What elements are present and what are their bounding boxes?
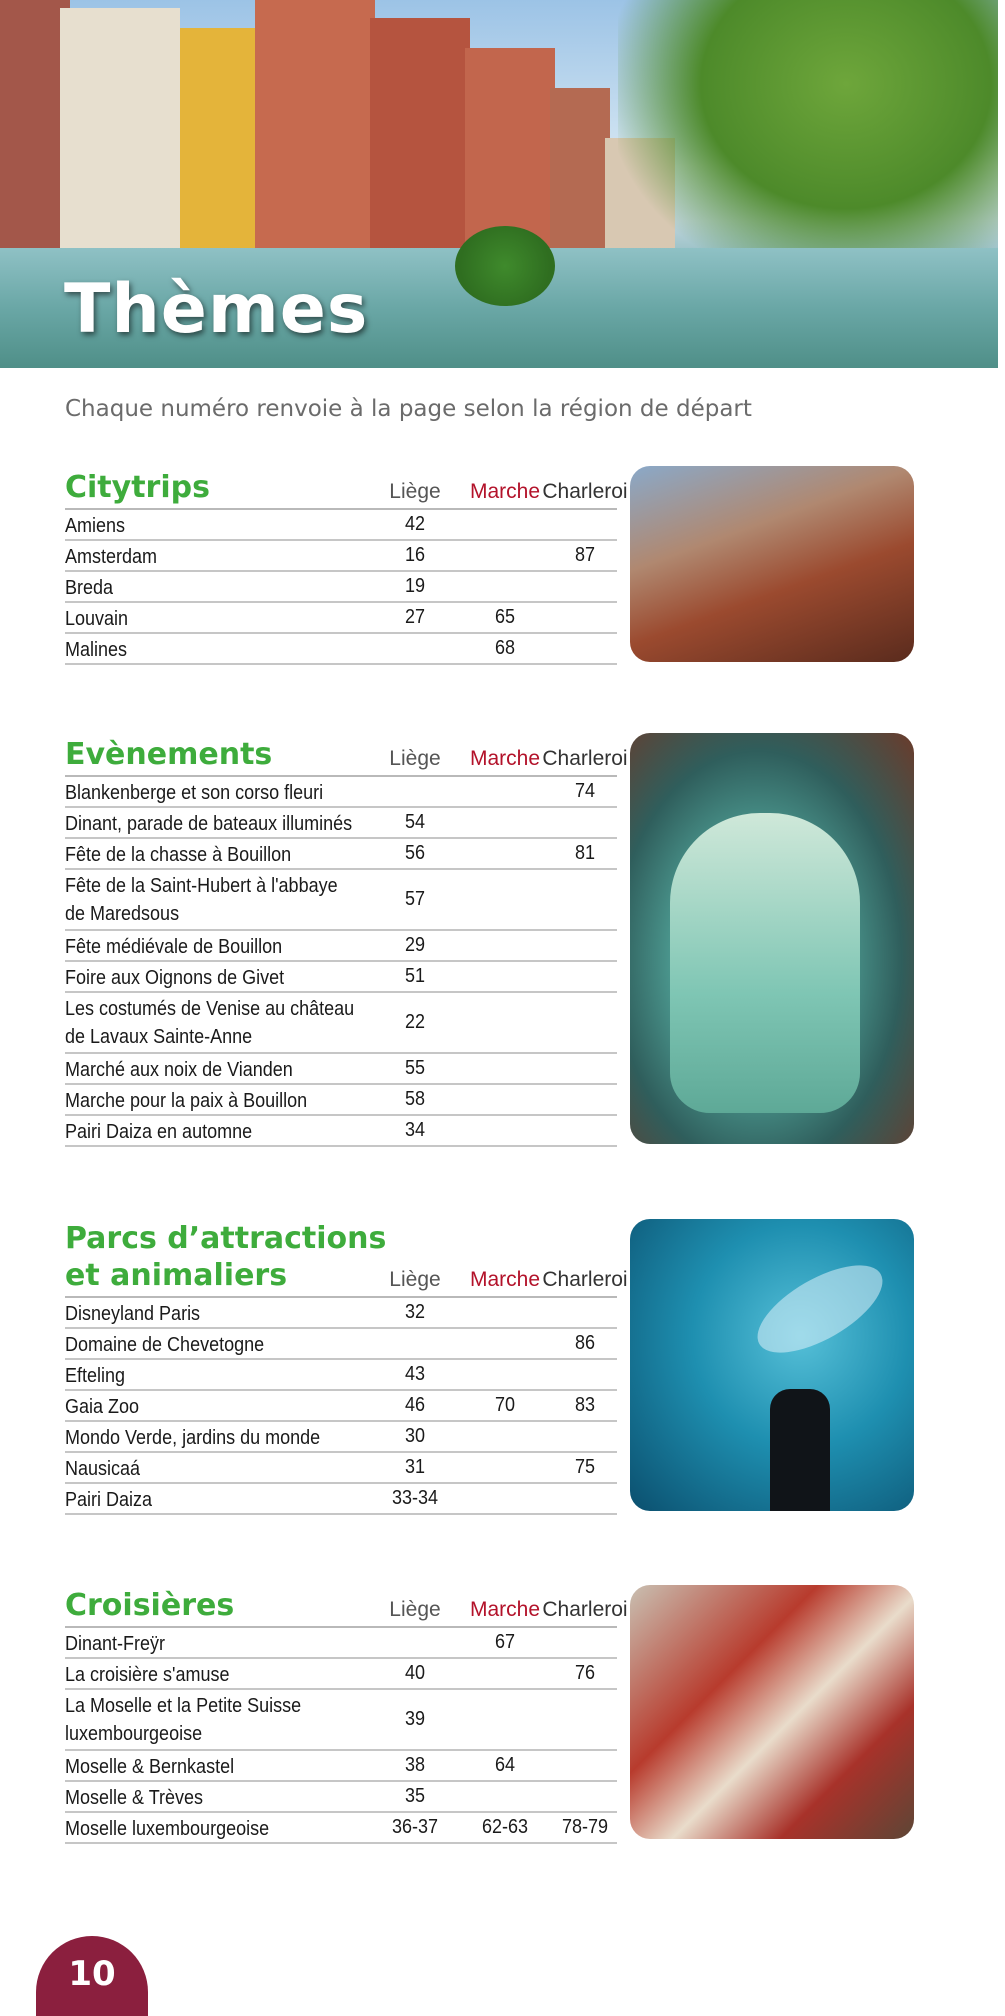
page-charleroi: [540, 603, 630, 632]
page-marche: [460, 1360, 550, 1389]
page-charleroi: 87: [574, 544, 596, 566]
page-charleroi: [540, 1484, 630, 1513]
table-row: [65, 603, 617, 634]
row-label: Malines: [65, 639, 128, 661]
row-label: Domaine de Chevetogne: [65, 1334, 265, 1356]
table-row: [65, 1813, 617, 1844]
page-charleroi: [540, 1782, 630, 1811]
page-marche: [460, 572, 550, 601]
table-row: [65, 1782, 617, 1813]
row-label: Amsterdam: [65, 546, 158, 568]
page-liege: 40: [404, 1662, 426, 1684]
page-charleroi: 86: [574, 1332, 596, 1354]
page-liege: [375, 1628, 456, 1657]
page-charleroi: [540, 1690, 630, 1749]
row-label: Mondo Verde, jardins du monde: [65, 1427, 321, 1449]
table-row: [65, 1116, 617, 1147]
page-liege: 56: [404, 842, 426, 864]
column-header-charleroi: Charleroi: [542, 1268, 628, 1291]
table-row: [65, 1360, 617, 1391]
page-liege: 19: [404, 575, 426, 597]
column-header-liege: Liège: [389, 480, 441, 503]
page-marche: 62-63: [481, 1816, 529, 1838]
row-label: Blankenberge et son corso fleuri: [65, 782, 324, 804]
row-label: Marche pour la paix à Bouillon: [65, 1090, 308, 1112]
page-liege: [375, 1329, 456, 1358]
page-liege: 33-34: [391, 1487, 439, 1509]
table-row: [65, 1751, 617, 1782]
header-photo: [0, 0, 998, 368]
column-header-marche: Marche: [469, 1268, 541, 1291]
page-liege: 58: [404, 1088, 426, 1110]
row-label: Pairi Daiza en automne: [65, 1121, 253, 1143]
tree-foliage: [618, 0, 998, 280]
row-label: Fête médiévale de Bouillon: [65, 936, 283, 958]
table-row: [65, 572, 617, 603]
page-charleroi: [540, 870, 630, 929]
page-liege: 22: [404, 1011, 426, 1033]
row-label: Louvain: [65, 608, 129, 630]
page-charleroi: [540, 808, 630, 837]
row-label: Moselle luxembourgeoise: [65, 1818, 270, 1840]
table-row: [65, 808, 617, 839]
page-marche: [460, 1453, 550, 1482]
manta-ray: [744, 1248, 895, 1370]
page-marche: [460, 1422, 550, 1451]
page-charleroi: [540, 1085, 630, 1114]
page-marche: [460, 1085, 550, 1114]
page-marche: [460, 993, 550, 1052]
costume-figure: [670, 813, 860, 1113]
page-marche: [460, 1329, 550, 1358]
page-liege: 32: [404, 1301, 426, 1323]
row-label: Amiens: [65, 515, 126, 537]
page-marche: [460, 1782, 550, 1811]
table-row: [65, 1690, 617, 1751]
page-marche: [460, 541, 550, 570]
page-liege: 42: [404, 513, 426, 535]
section-citytrips: [65, 466, 628, 665]
page-liege: 27: [404, 606, 426, 628]
page-number-tab: [36, 1936, 148, 2016]
page-liege: 39: [404, 1708, 426, 1730]
page-marche: [460, 839, 550, 868]
row-label: Breda: [65, 577, 114, 599]
page-marche: [460, 510, 550, 539]
parcs-photo: [630, 1219, 914, 1511]
section-title: [65, 1220, 386, 1294]
page-charleroi: [540, 931, 630, 960]
page-marche: [460, 931, 550, 960]
page-marche: [460, 1054, 550, 1083]
page-liege: 30: [404, 1425, 426, 1447]
table-row: [65, 634, 617, 665]
row-label: Efteling: [65, 1365, 126, 1387]
row-label: La croisière s'amuse: [65, 1664, 230, 1686]
page-charleroi: [540, 993, 630, 1052]
table-row: [65, 777, 617, 808]
page-number: 10: [68, 1954, 116, 1994]
table-row: [65, 962, 617, 993]
page-charleroi: [540, 962, 630, 991]
row-label: Pairi Daiza: [65, 1489, 153, 1511]
column-header-liege: Liège: [389, 747, 441, 770]
page-liege: [375, 777, 456, 806]
page-title: Thèmes: [64, 270, 369, 349]
page-liege: 38: [404, 1754, 426, 1776]
row-label: Disneyland Paris: [65, 1303, 201, 1325]
page-liege: 29: [404, 934, 426, 956]
page-subtitle: Chaque numéro renvoie à la page selon la région de départ: [65, 396, 752, 422]
section-evenements: [65, 733, 628, 1147]
page-liege: 43: [404, 1363, 426, 1385]
table-row: [65, 1329, 617, 1360]
section-title: Croisières: [65, 1588, 235, 1623]
page-charleroi: [540, 1116, 630, 1145]
page-liege: 46: [404, 1394, 426, 1416]
page-charleroi: [540, 1628, 630, 1657]
page-charleroi: [540, 1751, 630, 1780]
section-parcs: [65, 1218, 628, 1515]
column-header-marche: Marche: [469, 747, 541, 770]
page-liege: 35: [404, 1785, 426, 1807]
section-header: [65, 733, 628, 777]
page-liege: 51: [404, 965, 426, 987]
page-liege: 54: [404, 811, 426, 833]
table-row: [65, 1659, 617, 1690]
visitor-silhouette: [770, 1389, 830, 1511]
column-header-marche: Marche: [469, 1598, 541, 1621]
row-label: Moselle & Bernkastel: [65, 1756, 235, 1778]
page-marche: 70: [494, 1394, 516, 1416]
section-croisieres: [65, 1584, 628, 1844]
page-marche: [460, 808, 550, 837]
table-row: [65, 931, 617, 962]
row-label: Foire aux Oignons de Givet: [65, 967, 285, 989]
page-marche: 65: [494, 606, 516, 628]
column-header-liege: Liège: [389, 1268, 441, 1291]
bush: [455, 226, 555, 306]
row-label: Dinant-Freÿr: [65, 1633, 166, 1655]
page-marche: [460, 1116, 550, 1145]
table-row: [65, 510, 617, 541]
row-label: Marché aux noix de Vianden: [65, 1059, 293, 1081]
table-row: [65, 541, 617, 572]
table-row: [65, 1453, 617, 1484]
section-header: [65, 466, 628, 510]
section-title-line2: et animaliers: [65, 1258, 288, 1293]
table-row: [65, 1422, 617, 1453]
row-label: Fête de la Saint-Hubert à l'abbaye de Maredsous: [65, 875, 338, 925]
building-facade: [180, 28, 260, 278]
page-charleroi: [540, 1360, 630, 1389]
page-charleroi: 78-79: [561, 1816, 609, 1838]
page-marche: [460, 1484, 550, 1513]
citytrips-photo: [630, 466, 914, 662]
croisieres-photo: [630, 1585, 914, 1839]
table-row: [65, 839, 617, 870]
page-charleroi: [540, 1422, 630, 1451]
table-row: [65, 1085, 617, 1116]
page-marche: [460, 870, 550, 929]
page-charleroi: [540, 634, 630, 663]
page-liege: 16: [404, 544, 426, 566]
page-liege: 57: [404, 888, 426, 910]
evenements-photo: [630, 733, 914, 1144]
page-liege: 36-37: [391, 1816, 439, 1838]
page-charleroi: 81: [574, 842, 596, 864]
page-marche: 64: [494, 1754, 516, 1776]
page-charleroi: 76: [574, 1662, 596, 1684]
page-marche: [460, 1690, 550, 1749]
page-marche: 67: [494, 1631, 516, 1653]
column-header-charleroi: Charleroi: [542, 747, 628, 770]
table-row: [65, 993, 617, 1054]
row-label: Nausicaá: [65, 1458, 141, 1480]
table-row: [65, 1298, 617, 1329]
page-liege: [375, 634, 456, 663]
page-marche: [460, 777, 550, 806]
page-marche: [460, 1298, 550, 1327]
column-header-charleroi: Charleroi: [542, 480, 628, 503]
row-label: La Moselle et la Petite Suisse luxembourgeoise: [65, 1695, 302, 1745]
page-liege: 31: [404, 1456, 426, 1478]
page-marche: [460, 962, 550, 991]
page-charleroi: 74: [574, 780, 596, 802]
page-charleroi: [540, 572, 630, 601]
table-row: [65, 870, 617, 931]
row-label: Dinant, parade de bateaux illuminés: [65, 813, 353, 835]
page-charleroi: [540, 1298, 630, 1327]
table-row: [65, 1628, 617, 1659]
row-label: Gaia Zoo: [65, 1396, 140, 1418]
table-row: [65, 1391, 617, 1422]
row-label: Les costumés de Venise au château de Lavaux Sainte-Anne: [65, 998, 355, 1048]
section-title: Citytrips: [65, 470, 210, 505]
page-marche: 68: [494, 637, 516, 659]
building-facade: [370, 18, 470, 278]
page-liege: 55: [404, 1057, 426, 1079]
row-label: Moselle & Trèves: [65, 1787, 204, 1809]
page-charleroi: [540, 1054, 630, 1083]
section-header: [65, 1584, 628, 1628]
row-label: Fête de la chasse à Bouillon: [65, 844, 292, 866]
page-marche: [460, 1659, 550, 1688]
page-charleroi: 75: [574, 1456, 596, 1478]
column-header-liege: Liège: [389, 1598, 441, 1621]
column-header-charleroi: Charleroi: [542, 1598, 628, 1621]
building-facade: [255, 0, 375, 278]
column-header-marche: Marche: [469, 480, 541, 503]
page-charleroi: [540, 510, 630, 539]
page-charleroi: 83: [574, 1394, 596, 1416]
table-row: [65, 1054, 617, 1085]
building-facade: [60, 8, 180, 278]
section-header: [65, 1218, 628, 1298]
section-title-line1: Parcs d’attractions: [65, 1221, 387, 1256]
page-liege: 34: [404, 1119, 426, 1141]
section-title: Evènements: [65, 737, 273, 772]
table-row: [65, 1484, 617, 1515]
